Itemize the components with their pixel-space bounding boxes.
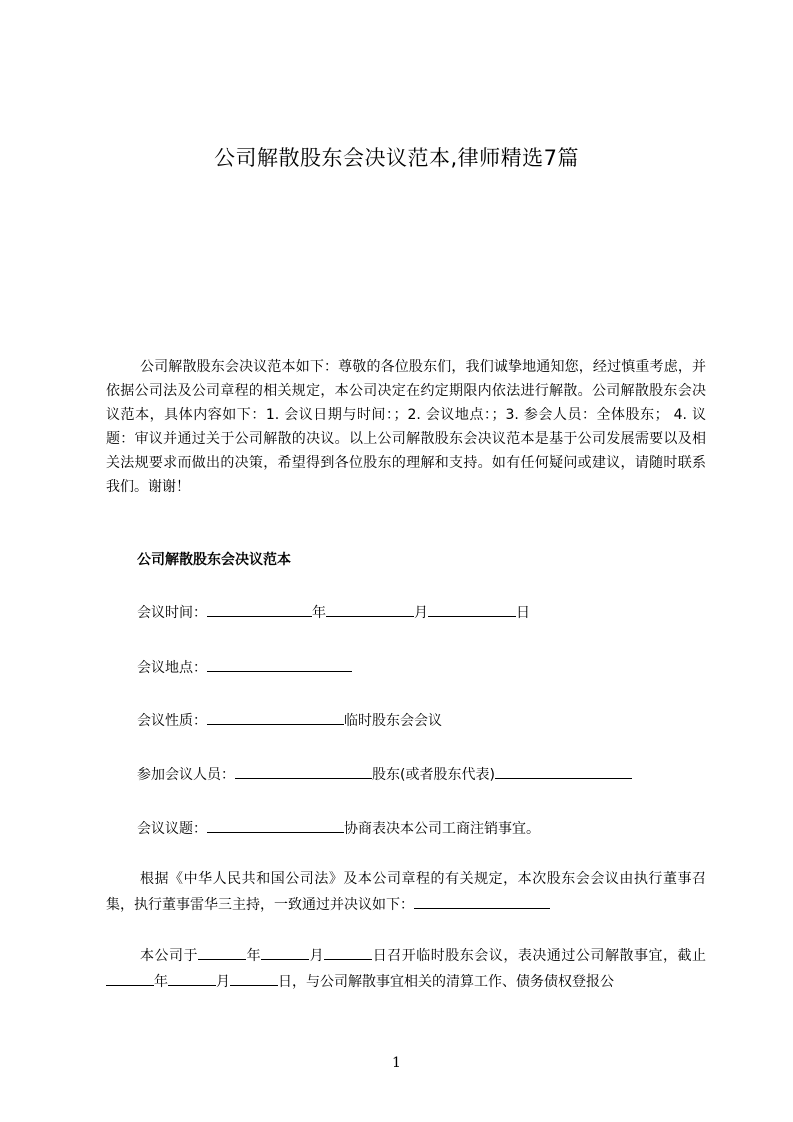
dissolution-year-blank (198, 944, 246, 960)
meeting-topic-blank (207, 817, 344, 833)
deadline-year: 年 (154, 974, 168, 990)
deadline-day-blank (230, 970, 278, 986)
meeting-place-blank (207, 656, 352, 672)
document-title: 公司解散股东会决议范本,律师精选7篇 (213, 146, 580, 170)
attendees-blank (235, 763, 372, 779)
dissolution-text-2: 日召开临时股东会议，表决通过公司解散事宜，截止 (372, 948, 707, 964)
attendees-line (137, 763, 632, 786)
dissolution-paragraph (106, 943, 706, 995)
attendees-label: 参加会议人员： (137, 767, 235, 783)
meeting-topic-line (137, 817, 540, 840)
meeting-month-blank (326, 601, 414, 617)
deadline-year-blank (106, 970, 154, 986)
meeting-nature-value: 临时股东会会议 (344, 713, 442, 729)
resolution-blank (414, 893, 550, 909)
dissolution-month-blank (261, 944, 309, 960)
meeting-nature-line (137, 709, 442, 732)
meeting-time-label: 会议时间： (137, 605, 207, 621)
intro-paragraph: 公司解散股东会决议范本如下：尊敬的各位股东们，我们诚挚地通知您，经过慎重考虑，并依据公司法及公司章程的相关规定，本公司决定在约定期限内依法进行解散。公司解散股东会决议范本，具体内容如下：1. 会议日期与时间：；2. 会议地点：；3. 参会人员：全体股东； 4. 议题：审议并通过关于公司解散的决议。以上公司解散股东会决议范本是基于公司发展需要以及相关法规要求而做出的决策，希望得到各位股东的理解和支持。如有任何疑问或建议，请随时联系我们。谢谢！ (106, 359, 706, 495)
meeting-place-line (137, 656, 352, 679)
meeting-nature-label: 会议性质： (137, 713, 207, 729)
dissolution-text-1: 本公司于 (140, 948, 199, 964)
dissolution-day-blank (324, 944, 372, 960)
resolution-text: 根据《中华人民共和国公司法》及本公司章程的有关规定，本次股东会会议由执行董事召集，执行董事雷华三主持，一致通过并决议如下： (106, 871, 706, 913)
section-heading: 公司解散股东会决议范本 (137, 552, 291, 568)
meeting-topic-value: 协商表决本公司工商注销事宜。 (344, 821, 540, 837)
year-text: 年 (312, 605, 326, 621)
representatives-blank (495, 763, 632, 779)
dissolution-year: 年 (246, 948, 262, 964)
page-number: 1 (392, 1055, 401, 1071)
meeting-year-blank (207, 601, 312, 617)
meeting-place-label: 会议地点： (137, 660, 207, 676)
month-text: 月 (414, 605, 428, 621)
dissolution-month: 月 (309, 948, 325, 964)
dissolution-text-3: 日，与公司解散事宜相关的清算工作、债务债权登报公 (278, 974, 614, 990)
meeting-nature-blank (207, 709, 344, 725)
deadline-month-blank (168, 970, 216, 986)
meeting-topic-label: 会议议题： (137, 821, 207, 837)
resolution-paragraph (106, 866, 706, 918)
day-text: 日 (516, 605, 530, 621)
attendees-middle: 股东(或者股东代表) (372, 767, 495, 783)
meeting-time-line (137, 601, 530, 624)
meeting-day-blank (428, 601, 516, 617)
deadline-month: 月 (216, 974, 230, 990)
